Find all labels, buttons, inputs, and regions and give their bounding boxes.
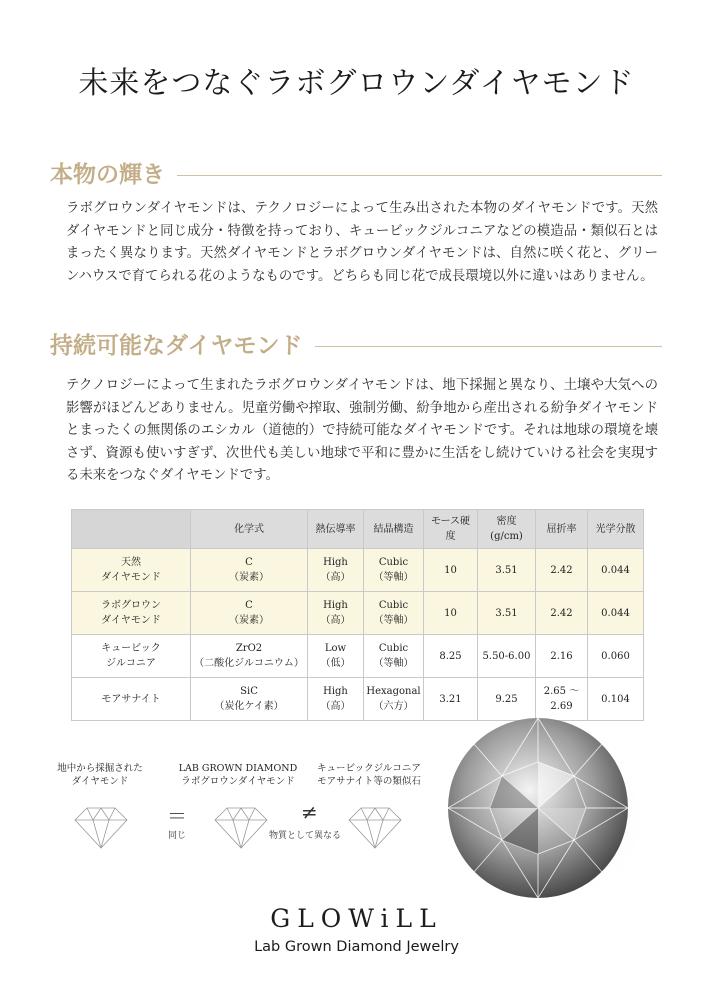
table-cell-hardness: 10 xyxy=(424,549,478,592)
table-cell-dispersion: 0.060 xyxy=(588,635,644,678)
table-header-cell: 密度 (g/cm) xyxy=(478,510,536,549)
diamond-outline-icon xyxy=(73,806,129,850)
table-cell-name: モアサナイト xyxy=(72,678,191,721)
table-cell-refraction: 2.16 xyxy=(536,635,588,678)
table-cell-name: キュービック ジルコニア xyxy=(72,635,191,678)
section-heading-label: 本物の輝き xyxy=(50,157,177,193)
page-title: 未来をつなぐラボグロウンダイヤモンド xyxy=(78,66,635,101)
table-cell-name: 天然 ダイヤモンド xyxy=(72,549,191,592)
table-header-cell: モース硬度 xyxy=(424,510,478,549)
table-header-row xyxy=(72,510,644,549)
diamond-photo xyxy=(440,712,648,908)
table-header-corner xyxy=(72,510,191,549)
diamond-comparison xyxy=(55,762,435,852)
equal-icon: ＝ xyxy=(167,804,187,828)
table-cell-crystal: Cubic （等軸） xyxy=(364,592,424,635)
table-cell-formula: C （炭素） xyxy=(191,592,308,635)
table-cell-conductivity: Low （低） xyxy=(308,635,364,678)
equal-caption: 同じ xyxy=(168,831,187,841)
brand-logo: GLOWiLL xyxy=(270,904,443,933)
section-heading-label: 持続可能なダイヤモンド xyxy=(50,328,315,364)
table-cell-conductivity: High （高） xyxy=(308,549,364,592)
table-header-cell: 化学式 xyxy=(191,510,308,549)
table-header-cell: 熱伝導率 xyxy=(308,510,364,549)
table-cell-dispersion: 0.104 xyxy=(588,678,644,721)
brand-tagline: Lab Grown Diamond Jewelry xyxy=(254,939,459,955)
lab-grown-label: LAB GROWN DIAMOND ラボグロウンダイヤモンド xyxy=(178,763,298,787)
section-heading-authentic xyxy=(50,157,670,193)
table-cell-formula: SiC （炭化ケイ素） xyxy=(191,678,308,721)
table-cell-hardness: 10 xyxy=(424,592,478,635)
table-header-cell: 結晶構造 xyxy=(364,510,424,549)
comparison-table xyxy=(71,509,643,721)
table-cell-density: 3.51 xyxy=(478,549,536,592)
mined-diamond-label: 地中から採掘された ダイヤモンド xyxy=(57,763,143,787)
table-cell-hardness: 8.25 xyxy=(424,635,478,678)
table-row xyxy=(72,592,644,635)
table-row xyxy=(72,549,644,592)
diamond-outline-icon xyxy=(347,806,403,850)
section-body-sustainable: テクノロジーによって生まれたラボグロウンダイヤモンドは、地下採掘と異なり、土壌や大気への影響がほどんどありません。児童労働や搾取、強制労働、紛争地から産出される紛争ダイヤモンドとまったくの無関係のエシカル（道徳的）で持続可能なダイヤモンドです。それは地球の環境を壊さず、資源も使いすぎず、次世代も美しい地球で平和に豊かに生活をし続けていける社会を実現する未来をつなぐダイヤモンドです。 xyxy=(66,378,658,483)
table-cell-refraction: 2.42 xyxy=(536,549,588,592)
table-cell-conductivity: High （高） xyxy=(308,592,364,635)
table-cell-refraction: 2.42 xyxy=(536,592,588,635)
table-cell-formula: C （炭素） xyxy=(191,549,308,592)
table-cell-dispersion: 0.044 xyxy=(588,592,644,635)
not-equal-icon: ≠ xyxy=(301,800,318,824)
not-equal-caption: 物質として異なる xyxy=(269,831,342,841)
section-heading-sustainable xyxy=(50,328,670,364)
table-cell-crystal: Cubic （等軸） xyxy=(364,635,424,678)
table-cell-refraction: 2.65 ～ 2.69 xyxy=(536,678,588,721)
table-cell-name: ラボグロウン ダイヤモンド xyxy=(72,592,191,635)
table-header-cell: 光学分散 xyxy=(588,510,644,549)
table-cell-formula: ZrO2 （二酸化ジルコニウム） xyxy=(191,635,308,678)
table-cell-density: 9.25 xyxy=(478,678,536,721)
table-cell-density: 3.51 xyxy=(478,592,536,635)
simulant-label: キュービックジルコニア モアサナイト等の類似石 xyxy=(317,763,421,787)
table-cell-density: 5.50-6.00 xyxy=(478,635,536,678)
table-row xyxy=(72,635,644,678)
table-cell-hardness: 3.21 xyxy=(424,678,478,721)
table-cell-crystal: Cubic （等軸） xyxy=(364,549,424,592)
table-header-cell: 屈折率 xyxy=(536,510,588,549)
section-body-authentic: ラボグロウンダイヤモンドは、テクノロジーによって生み出された本物のダイヤモンドです。天然ダイヤモンドと同じ成分・特徴を持っており、キュービックジルコニアなどの模造品・類似石とはまったく異なります。天然ダイヤモンドとラボグロウンダイヤモンドは、自然に咲く花と、グリーンハウスで育てられる花のようなものです。どちらも同じ花で成長環境以外に違いはありません。 xyxy=(66,201,658,284)
brand-block xyxy=(0,904,713,955)
table-cell-conductivity: High （高） xyxy=(308,678,364,721)
diamond-outline-icon xyxy=(213,806,269,850)
table-cell-crystal: Hexagonal （六方） xyxy=(364,678,424,721)
table-cell-dispersion: 0.044 xyxy=(588,549,644,592)
